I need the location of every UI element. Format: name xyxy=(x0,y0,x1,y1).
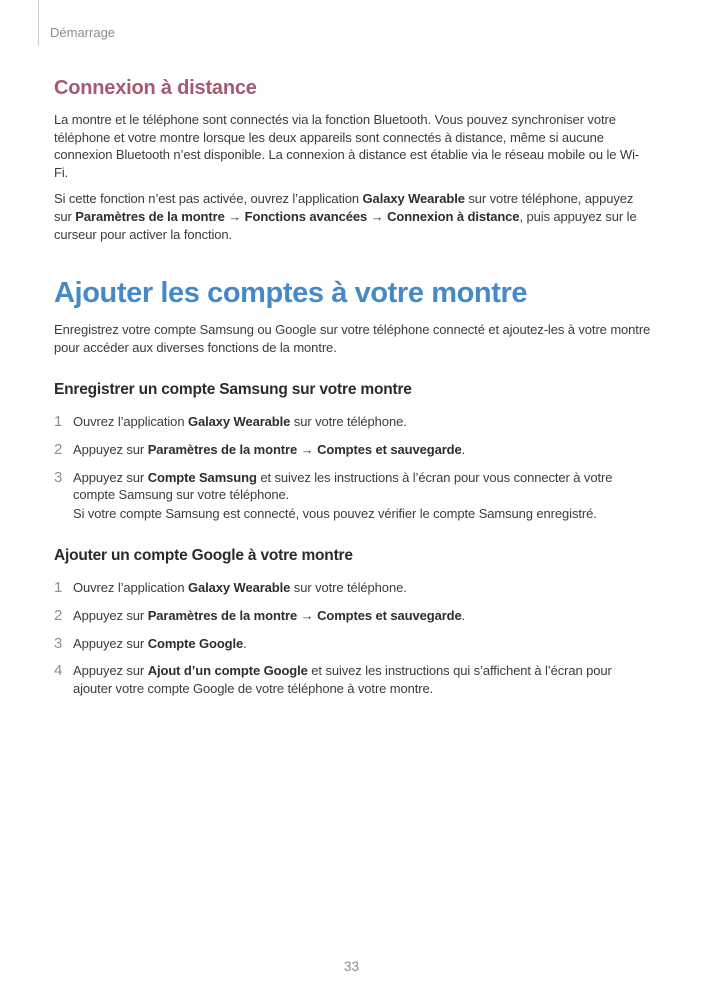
step-text: Appuyez sur Ajout d’un compte Google et suivez les instructions qui s’affichent à l’écran pour ajouter votre compte Google de votre téléphone à votre montre. xyxy=(73,663,612,696)
chapter-add-accounts xyxy=(54,276,651,697)
step-text: Ouvrez l’application Galaxy Wearable sur votre téléphone. xyxy=(73,414,407,430)
step-text: Appuyez sur Compte Samsung et suivez les instructions à l’écran pour vous connecter à votre compte Samsung sur votre téléphone. xyxy=(73,469,613,503)
step-number: 2 xyxy=(54,606,63,624)
paragraph-accounts-intro: Enregistrez votre compte Samsung ou Google sur votre téléphone connecté et ajoutez-les à votre montre pour accéder aux diverses fonctions de la montre. xyxy=(54,322,651,355)
step-number: 1 xyxy=(54,413,63,431)
step-text: Appuyez sur Compte Google. xyxy=(73,635,247,651)
subsection-samsung-account xyxy=(54,380,651,522)
step-number: 2 xyxy=(54,440,63,458)
paragraph-remote-2: Si cette fonction n’est pas activée, ouvrez l’application Galaxy Wearable sur votre téléphone, appuyez sur Paramètres de la montre → Fonctions avancées → Connexion à distance, puis appuyez sur le curseur pour activer la fonction. xyxy=(54,191,637,242)
step-body xyxy=(73,635,651,653)
section-remote-connection xyxy=(54,76,651,243)
subsection-title-google: Ajouter un compte Google à votre montre xyxy=(54,547,353,565)
step-item xyxy=(54,635,651,653)
step-number: 3 xyxy=(54,634,63,652)
step-number: 1 xyxy=(54,579,63,597)
step-list-samsung xyxy=(54,413,651,522)
paragraph-remote-1: La montre et le téléphone sont connectés via la fonction Bluetooth. Vous pouvez synchroniser votre téléphone et votre montre lorsque les deux appareils sont connectés à distance, même si aucune connexion Bluetooth n’est disponible. La connexion à distance est établie via le réseau mobile ou le Wi-Fi. xyxy=(54,112,640,180)
step-text: Appuyez sur Paramètres de la montre → Comptes et sauvegarde. xyxy=(73,441,466,457)
page-footer xyxy=(0,958,703,976)
step-body xyxy=(73,413,651,431)
step-item xyxy=(54,607,651,625)
step-body xyxy=(73,579,651,597)
step-item xyxy=(54,662,651,697)
subsection-google-account xyxy=(54,546,651,697)
step-body xyxy=(73,469,651,523)
page-number: 33 xyxy=(343,959,360,974)
chapter-title-add-accounts: Ajouter les comptes à votre montre xyxy=(54,277,528,310)
step-number: 3 xyxy=(54,468,63,486)
step-text: Appuyez sur Paramètres de la montre → Comptes et sauvegarde. xyxy=(73,607,466,623)
step-item xyxy=(54,579,651,597)
step-body xyxy=(73,607,651,625)
step-number: 4 xyxy=(54,662,63,680)
step-item xyxy=(54,469,651,523)
step-item xyxy=(54,441,651,459)
step-list-google xyxy=(54,579,651,697)
subsection-title-samsung: Enregistrer un compte Samsung sur votre montre xyxy=(54,381,412,399)
step-body xyxy=(73,662,651,697)
step-text: Ouvrez l’application Galaxy Wearable sur votre téléphone. xyxy=(73,580,407,596)
section-title-remote-connection: Connexion à distance xyxy=(54,77,257,99)
step-item xyxy=(54,413,651,431)
step-body xyxy=(73,441,651,459)
chapter-label: Démarrage xyxy=(50,25,116,40)
step-note: Si votre compte Samsung est connecté, vous pouvez vérifier le compte Samsung enregistré. xyxy=(73,505,597,521)
